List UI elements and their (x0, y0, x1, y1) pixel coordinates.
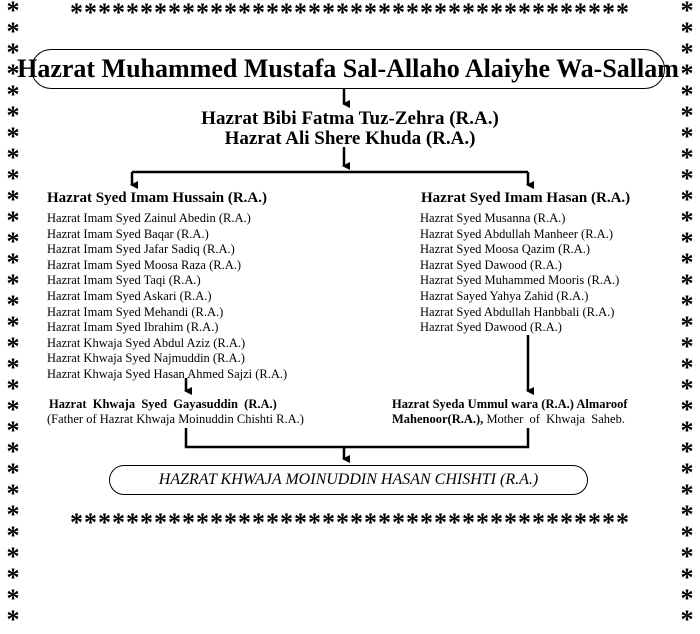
hussain-lineage-list (47, 211, 287, 383)
list-item: Hazrat Syed Musanna (R.A.) (420, 211, 566, 225)
list-item: Hazrat Imam Syed Ibrahim (R.A.) (47, 320, 219, 335)
ummul-wara-note: Mother of Khwaja Saheb. (483, 412, 625, 426)
fatma-name: Hazrat Bibi Fatma Tuz-Zehra (R.A.) (201, 108, 499, 129)
border-top: **************************************** (70, 0, 630, 27)
list-item: Hazrat Syed Abdullah Manheer (R.A.) (420, 226, 613, 241)
list-item: Hazrat Imam Syed Askari (R.A.) (47, 288, 212, 303)
list-item: Hazrat Sayed Yahya Zahid (R.A.) (420, 288, 589, 303)
moinuddin-box (109, 465, 588, 495)
gayasuddin-name: Hazrat Khwaja Syed Gayasuddin (R.A.) (49, 397, 277, 411)
border-left: ****************************** (6, 0, 20, 634)
ummul-wara-name: Hazrat Syeda Ummul wara (R.A.) Almaroof (392, 397, 628, 411)
hasan-lineage-list (420, 211, 619, 336)
list-item: Hazrat Imam Syed Moosa Raza (R.A.) (47, 257, 242, 272)
ummul-wara-line2 (392, 412, 625, 428)
list-item: Hazrat Syed Abdullah Hanbbali (R.A.) (420, 304, 615, 319)
top-ancestor-box (17, 49, 679, 89)
list-item: Hazrat Syed Moosa Qazim (R.A.) (420, 242, 591, 257)
list-item: Hazrat Khwaja Syed Najmuddin (R.A.) (47, 351, 245, 366)
list-item: Hazrat Khwaja Syed Hasan Ahmed Sajzi (R.A.) (47, 366, 288, 381)
border-right: ****************************** (680, 0, 694, 634)
list-item: Hazrat Syed Dawood (R.A.) (420, 257, 562, 272)
ali-name: Hazrat Ali Shere Khuda (R.A.) (224, 128, 476, 149)
top-ancestor-name: Hazrat Muhammed Mustafa Sal-Allaho Alaiyhe Wa-Sallam (17, 54, 679, 83)
moinuddin-name: HAZRAT KHWAJA MOINUDDIN HASAN CHISHTI (R.A.) (158, 471, 539, 488)
list-item: Hazrat Khwaja Syed Abdul Aziz (R.A.) (47, 335, 246, 350)
gayasuddin-note: (Father of Hazrat Khwaja Moinuddin Chishti R.A.) (47, 412, 304, 426)
list-item: Hazrat Imam Syed Jafar Sadiq (R.A.) (47, 242, 235, 257)
list-item: Hazrat Syed Dawood (R.A.) (420, 320, 562, 335)
join-lines (186, 428, 528, 447)
border-bottom: **************************************** (70, 508, 630, 537)
hasan-heading: Hazrat Syed Imam Hasan (R.A.) (421, 190, 631, 206)
list-item: Hazrat Imam Syed Mehandi (R.A.) (47, 304, 224, 319)
list-item: Hazrat Imam Syed Baqar (R.A.) (47, 226, 209, 241)
list-item: Hazrat Imam Syed Taqi (R.A.) (47, 273, 201, 288)
mahenoor-name: Mahenoor(R.A.), (392, 412, 484, 426)
hussain-heading: Hazrat Syed Imam Hussain (R.A.) (47, 190, 267, 206)
list-item: Hazrat Imam Syed Zainul Abedin (R.A.) (47, 211, 251, 225)
list-item: Hazrat Syed Muhammed Mooris (R.A.) (420, 273, 620, 288)
